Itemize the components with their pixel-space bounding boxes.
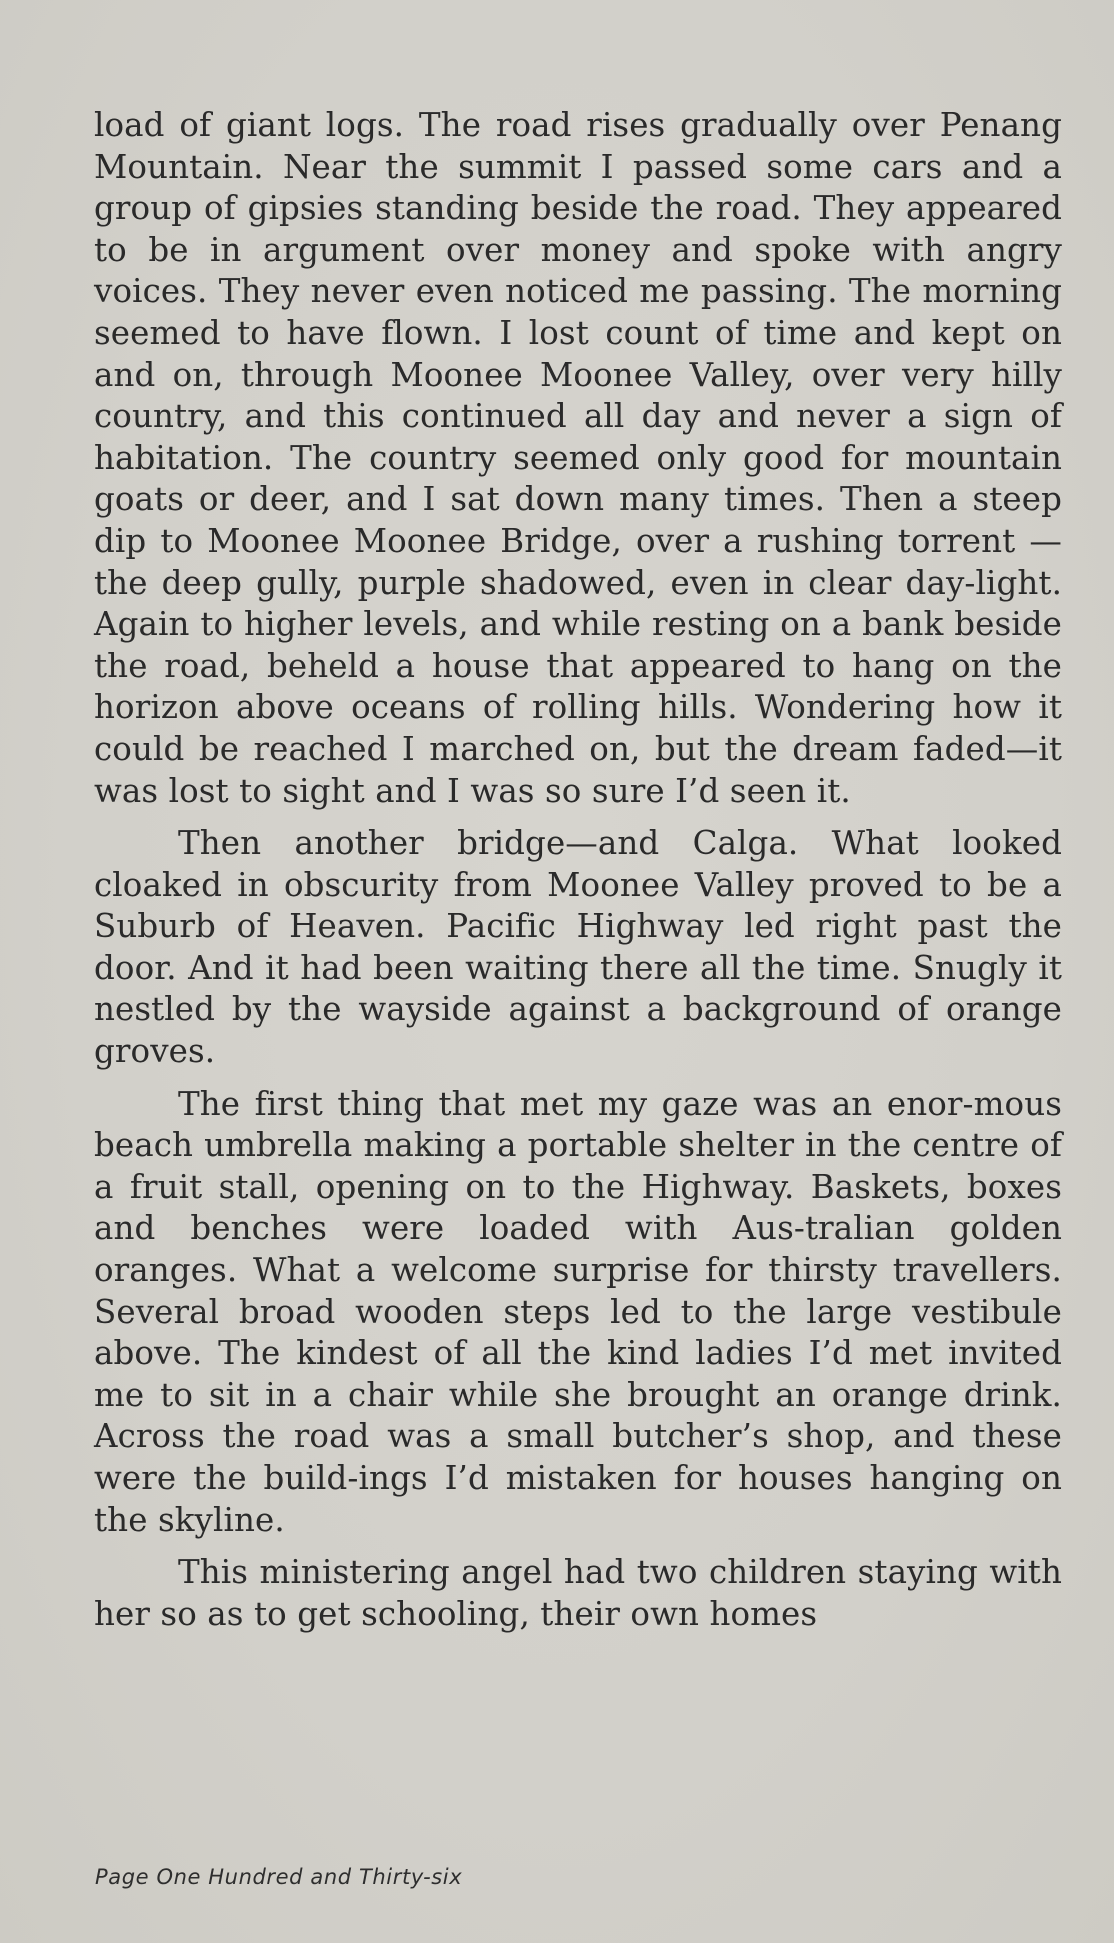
paragraph-2: Then another bridge—and Calga. What looked cloaked in obscurity from Moonee Valley proved to be a Suburb of Heaven. Pacific Highway led right past the door. And it had been waiting there all the time. Snugly it nestled by the wayside against a background of orange groves. <box>94 824 1062 1071</box>
paragraph-1: load of giant logs. The road rises gradually over Penang Mountain. Near the summit I passed some cars and a group of gipsies standing beside the road. They appeared to be in argument over money and spoke with angry voices. They never even noticed me passing. The morning seemed to have flown. I lost count of time and kept on and on, through Moonee Moonee Valley, over very hilly country, and this continued all day and never a sign of habitation. The country seemed only good for mountain goats or deer, and I sat down many times. Then a steep dip to Moonee Moonee Bridge, over a rushing torrent —the deep gully, purple shadowed, even in clear day-light. Again to higher levels, and while resting on a bank beside the road, beheld a house that appeared to hang on the horizon above oceans of rolling hills. Wondering how it could be reached I marched on, but the dream faded—it was lost to sight and I was so sure I’d seen it. <box>94 106 1062 810</box>
paragraph-4: This ministering angel had two children staying with her so as to get schooling, their own homes <box>94 1553 1062 1633</box>
page-footer: Page One Hundred and Thirty-six <box>95 1865 463 1889</box>
paragraph-3: The first thing that met my gaze was an enor-mous beach umbrella making a portable shelter in the centre of a fruit stall, opening on to the Highway. Baskets, boxes and benches were loaded with Aus-tralian golden oranges. What a welcome surprise for thirsty travellers. Several broad wooden steps led to the large vestibule above. The kindest of all the kind ladies I’d met invited me to sit in a chair while she brought an orange drink. Across the road was a small butcher’s shop, and these were the build-ings I’d mistaken for houses hanging on the skyline. <box>94 1084 1062 1539</box>
body-text <box>94 105 1062 1635</box>
